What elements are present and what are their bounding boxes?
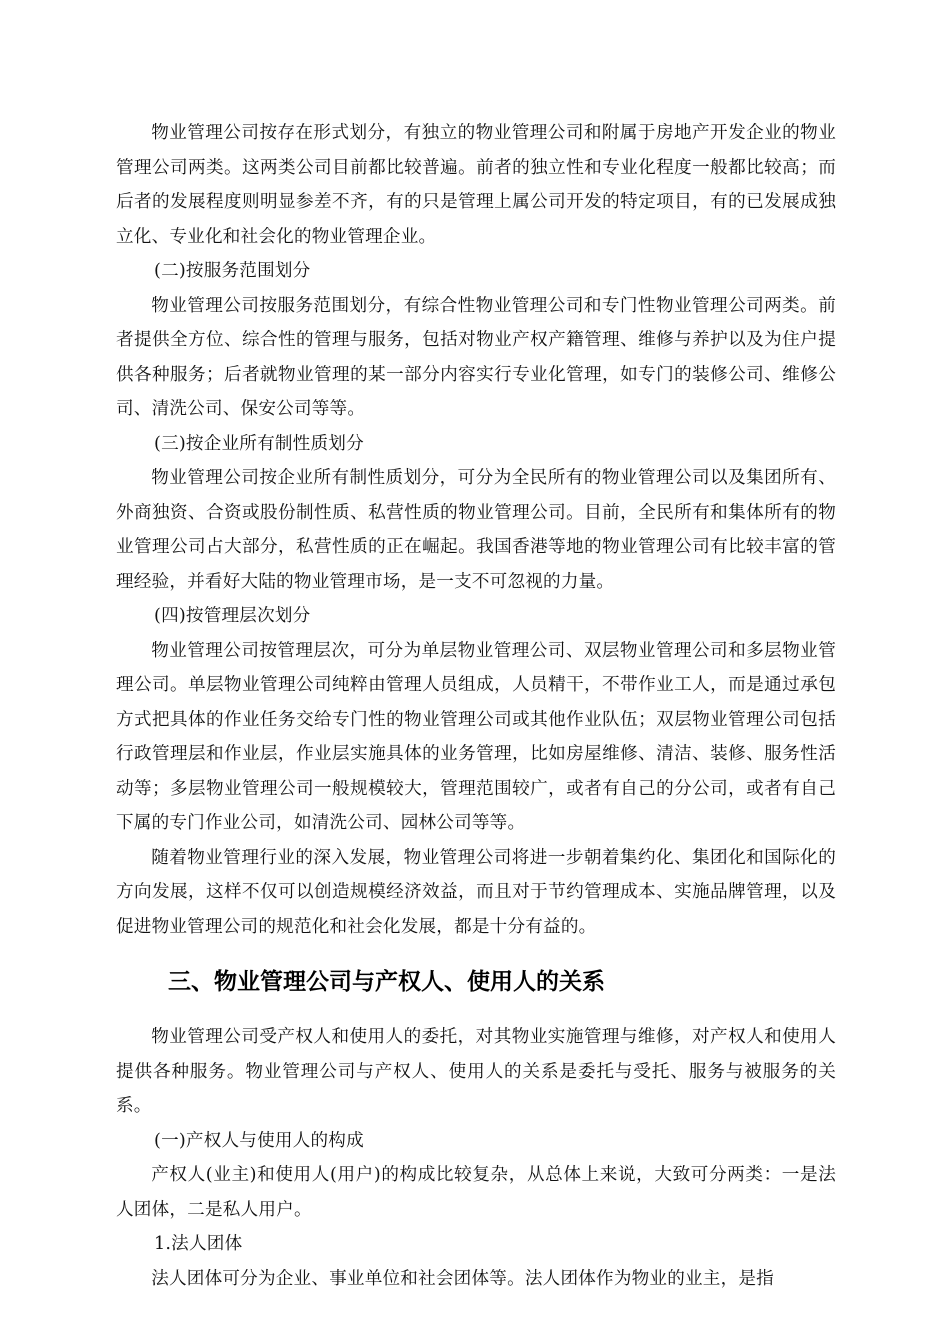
- paragraph: 物业管理公司按管理层次，可分为单层物业管理公司、双层物业管理公司和多层物业管理公司。单层物业管理公司纯粹由管理人员组成，人员精干，不带作业工人，而是通过承包方式把具体的作业任务交给专门性的物业管理公司或其他作业队伍；双层物业管理公司包括行政管理层和作业层，作业层实施具体的业务管理，比如房屋维修、清洁、装修、服务性活动等；多层物业管理公司一般规模较大，管理范围较广，或者有自己的分公司，或者有自己下属的专门作业公司，如清洗公司、园林公司等等。: [116, 640, 836, 833]
- paragraph: 随着物业管理行业的深入发展，物业管理公司将进一步朝着集约化、集团化和国际化的方向发展，这样不仅可以创造规模经济效益，而且对于节约管理成本、实施品牌管理，以及促进物业管理公司的规范化和社会化发展，都是十分有益的。: [116, 847, 836, 937]
- paragraph: 物业管理公司受产权人和使用人的委托，对其物业实施管理与维修，对产权人和使用人提供各种服务。物业管理公司与产权人、使用人的关系是委托与受托、服务与被服务的关系。: [116, 1027, 836, 1116]
- subsection-heading: (三)按企业所有制性质划分: [154, 433, 364, 454]
- paragraph: 物业管理公司按企业所有制性质划分，可分为全民所有的物业管理公司以及集团所有、外商独资、合资或股份制性质、私营性质的物业管理公司。目前，全民所有和集体所有的物业管理公司占大部分，私营性质的正在崛起。我国香港等地的物业管理公司有比较丰富的管理经验，并看好大陆的物业管理市场，是一支不可忽视的力量。: [116, 468, 836, 592]
- paragraph: 法人团体可分为企业、事业单位和社会团体等。法人团体作为物业的业主，是指: [151, 1268, 774, 1289]
- subsection-heading: 1.法人团体: [154, 1234, 243, 1254]
- paragraph: 产权人(业主)和使用人(用户)的构成比较复杂，从总体上来说，大致可分两类：一是法人团体，二是私人用户。: [116, 1165, 836, 1220]
- subsection-heading: (二)按服务范围划分: [154, 261, 311, 281]
- subsection-heading: (一)产权人与使用人的构成: [154, 1130, 364, 1151]
- paragraph: 物业管理公司按服务范围划分，有综合性物业管理公司和专门性物业管理公司两类。前者提供全方位、综合性的管理与服务，包括对物业产权产籍管理、维修与养护以及为住户提供各种服务；后者就物业管理的某一部分内容实行专业化管理，如专门的装修公司、维修公司、清洗公司、保安公司等等。: [116, 295, 836, 419]
- document-body: [116, 116, 836, 1296]
- section-title: 三、物业管理公司与产权人、使用人的关系: [168, 969, 605, 995]
- paragraph: 物业管理公司按存在形式划分，有独立的物业管理公司和附属于房地产开发企业的物业管理公司两类。这两类公司目前都比较普遍。前者的独立性和专业化程度一般都比较高；而后者的发展程度则明显参差不齐，有的只是管理上属公司开发的特定项目，有的已发展成独立化、专业化和社会化的物业管理企业。: [116, 123, 836, 247]
- subsection-heading: (四)按管理层次划分: [154, 606, 311, 626]
